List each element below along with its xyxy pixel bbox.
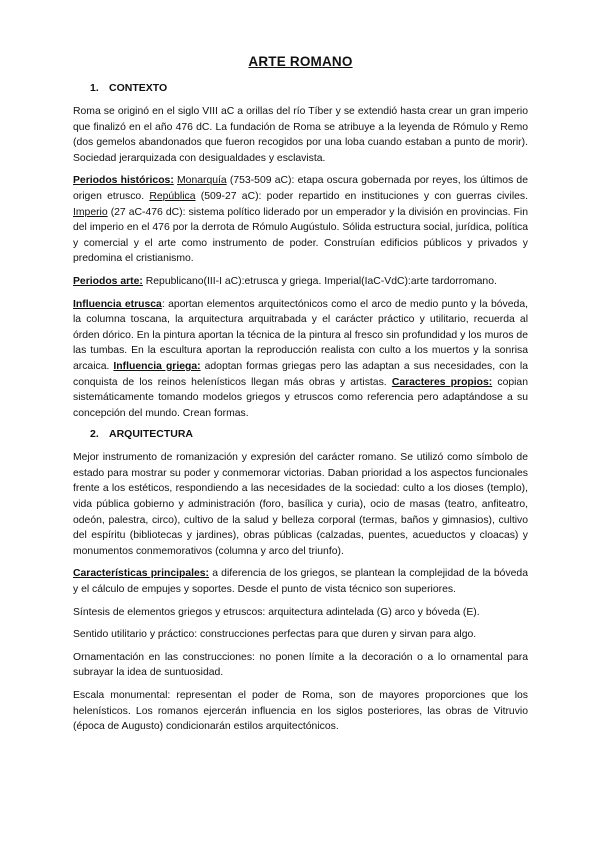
paragraph-influencias bbox=[73, 297, 528, 422]
label-influencia-etrusca: Influencia etrusca bbox=[73, 298, 162, 310]
text-fragment: Republicano(III-I aC):etrusca y griega. Imperial(IaC-VdC):arte tardorromano. bbox=[142, 275, 497, 287]
paragraph-ornamentacion: Ornamentación en las construcciones: no ponen límite a la decoración o a lo ornamental para subrayar la idea de suntuosidad. bbox=[73, 651, 528, 679]
paragraph-sentido: Sentido utilitario y práctico: construcciones perfectas para que duren y sirvan para algo. bbox=[73, 629, 477, 641]
paragraph-escala: Escala monumental: representan el poder de Roma, son de mayores proporciones que los helenísticos. Los romanos ejercerán influencia en los siglos posteriores, las obras de Vitruvio (época de Augusto) condicionarán estilos arquitectónicos. bbox=[73, 690, 528, 733]
label-influencia-griega: Influencia griega: bbox=[113, 360, 201, 372]
term-imperio: Imperio bbox=[73, 206, 108, 218]
document-title: ARTE ROMANO bbox=[248, 54, 353, 69]
label-periodos-historicos: Periodos históricos: bbox=[73, 175, 174, 187]
text-fragment: adoptan formas griegas pero las adaptan a sus necesidades, con la conquista de los reinos helenísticos llegan más obras y artistas. bbox=[73, 360, 528, 388]
paragraph-intro-arquitectura: Mejor instrumento de romanización y expresión del carácter romano. Se utilizó como símbolo de estado para mostrar su poder y conmemorar victorias. Daban prioridad a los aspectos funcionales frente a los estéticos, respondiendo a las necesidades de la sociedad: culto a los dioses (templo), vida pública gobierno y administración (foro, basílica y curia), ocio de masas (teatro, anfiteatro, odeón, palestra, circo), cultivo de la salud y belleza corporal (termas, baños y gimnasios), cultivo del espíritu (bibliotecas y jardines), obras públicas (calzadas, puentes, acueductos y cloacas) y monumentos conmemorativos (columna y arco del triunfo). bbox=[73, 452, 528, 557]
text-fragment: a diferencia de los griegos, se plantean la complejidad de la bóveda y el cálculo de empujes y soportes. Desde el punto de vista técnico son superiores. bbox=[73, 568, 528, 596]
paragraph-intro-contexto: Roma se originó en el siglo VIII aC a orillas del río Tíber y se extendió hasta crear un gran imperio que finalizó en el año 476 dC. La fundación de Roma se atribuye a la leyenda de Rómulo y Remo (dos gemelos abandonados que fueron recogidos por una loba cuando estaban a punto de morir). Sociedad jerarquizada con desigualdades y esclavista. bbox=[73, 106, 528, 164]
paragraph-periodos-arte bbox=[73, 274, 528, 290]
label-caracteres-propios: Caracteres propios: bbox=[391, 376, 493, 388]
text-fragment: : aportan elementos arquitectónicos como el arco de medio punto y la bóveda, la columna toscana, la arquitectura arquitrabada y el carácter práctico y utilitario, recuerda al órden dórico. En la pintura aportan la técnica de la pintura al fresco sin profundidad y los muros de las tumbas. En la escultura aportan la reproducción realista con culto a los muertos y la sonrisa arcaica. bbox=[73, 298, 528, 372]
text-fragment: (27 aC-476 dC): sistema político liderado por un emperador y la división en provincias. Fin del imperio en el 476 por la derrota de Rómulo Augústulo. Sólida estructura social, jurídica, política y comercial y el arte como instrumento de poder. Construían edificios públicos y privados y predomina el cristianismo. bbox=[73, 206, 528, 265]
text-fragment: (509-27 aC): poder repartido en instituciones y con guerras civiles. bbox=[195, 190, 528, 202]
label-caracteristicas-principales: Características principales: bbox=[73, 568, 210, 580]
label-periodos-arte: Periodos arte: bbox=[73, 275, 143, 287]
section-number: 1. bbox=[90, 82, 99, 94]
paragraph-caracteristicas bbox=[73, 566, 528, 597]
section-heading-arquitectura bbox=[90, 428, 528, 440]
section-heading-contexto bbox=[90, 82, 528, 94]
section-title: ARQUITECTURA bbox=[109, 428, 193, 441]
paragraph-sintesis: Síntesis de elementos griegos y etruscos: arquitectura adintelada (G) arco y bóveda (E). bbox=[73, 606, 480, 618]
text-fragment: copian sistemáticamente tomando modelos griegos y etruscos como referencia pero adaptándose a su concepción del mundo. Crean formas. bbox=[73, 376, 528, 419]
text-fragment: (753-509 aC): etapa oscura gobernada por reyes, los últimos de origen etrusco. bbox=[73, 175, 528, 202]
section-number: 2. bbox=[90, 428, 99, 441]
term-republica: República bbox=[149, 190, 196, 202]
section-title: CONTEXTO bbox=[109, 82, 168, 94]
paragraph-periodos-historicos bbox=[73, 173, 528, 267]
term-monarquia: Monarquía bbox=[177, 175, 227, 187]
